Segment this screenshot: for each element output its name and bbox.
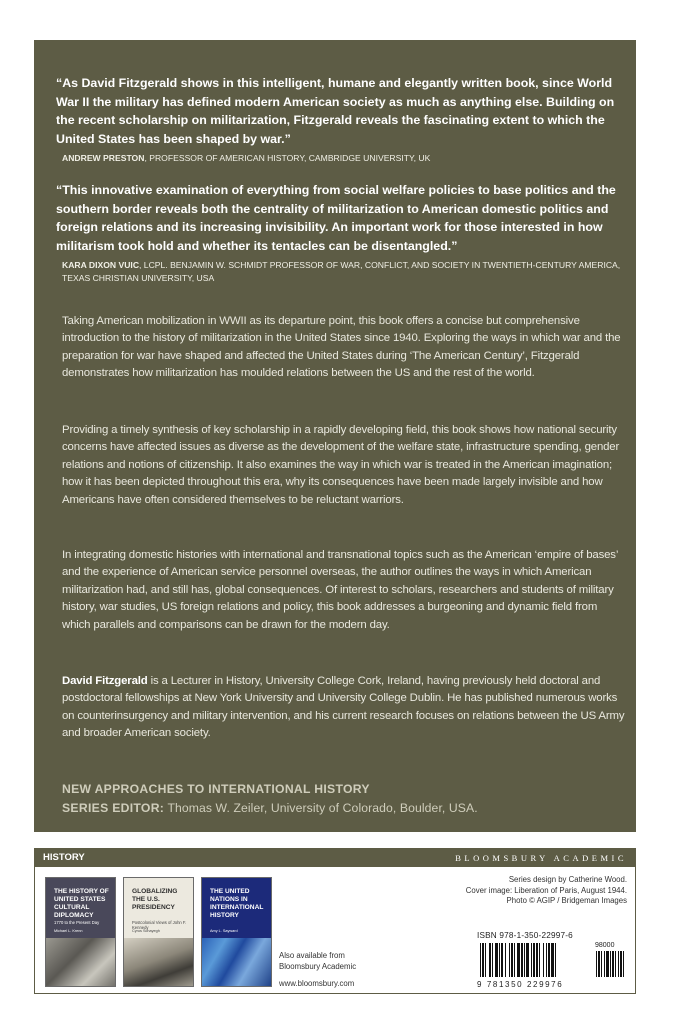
series-title: NEW APPROACHES TO INTERNATIONAL HISTORY xyxy=(62,782,370,796)
quote-1-text: “As David Fitzgerald shows in this intelligent, humane and elegantly written book, since World War II the military has defined modern American society as much as anything else. Building on the recent scholarship on militarization, Fitzgerald reveals the fascinating extent to which the United States has been shaped by war.” xyxy=(56,76,615,146)
description-paragraph-2: Providing a timely synthesis of key scholarship in a rapidly developing field, this book shows how national security concerns have affected issues as diverse as the development of the welfare state, infrastructure spending, gender relations and notions of citizenship. It also examines the way in which war is treated in the American imagination; how it has been depicted throughout this era, why its consequences have been made largely invisible and how Americans have often considered themselves to be reluctant warriors. xyxy=(62,424,620,506)
author-bio xyxy=(62,673,628,743)
author-name: David Fitzgerald xyxy=(62,675,148,687)
category-label: HISTORY xyxy=(43,852,85,863)
book-cover-photo xyxy=(202,938,271,987)
quote-1-author: ANDREW PRESTON xyxy=(62,153,145,163)
series-editor-label: SERIES EDITOR: xyxy=(62,801,165,815)
publisher-website[interactable]: www.bloomsbury.com xyxy=(279,979,355,988)
related-book-2[interactable] xyxy=(123,877,194,987)
related-book-3-author: Amy L. Sayward xyxy=(210,929,238,933)
quote-2-affiliation: , LCPL. BENJAMIN W. SCHMIDT PROFESSOR OF WAR, CONFLICT, AND SOCIETY IN TWENTIETH-CENTURY AMERICA, TEXAS CHRISTIAN UNIVERSITY, USA xyxy=(62,260,621,283)
footer-section xyxy=(34,848,636,994)
book-cover-photo xyxy=(124,938,193,987)
related-book-2-author: Cyrus Schayegh xyxy=(132,929,160,933)
quote-2-text: “This innovative examination of everything from social welfare policies to base politics and the southern border reveals both the centrality of militarization to American domestic politics and foreign relations and its increasing invisibility. An important work for those interested in how militarism took hold and whether its tentacles can be disentangled.” xyxy=(56,183,616,253)
quote-2-attribution xyxy=(62,259,622,285)
also-available-note xyxy=(279,951,356,972)
related-book-2-title: GLOBALIZING THE U.S. PRESIDENCY xyxy=(132,888,178,911)
related-book-1-title: THE HISTORY OF UNITED STATES CULTURAL DIPLOMACY xyxy=(54,888,109,919)
publisher-wordmark: BLOOMSBURY ACADEMIC xyxy=(455,853,627,863)
related-book-1[interactable] xyxy=(45,877,116,987)
isbn-text: ISBN 978-1-350-22997-6 xyxy=(477,931,573,940)
quote-1-affiliation: , PROFESSOR OF AMERICAN HISTORY, CAMBRIDGE UNIVERSITY, UK xyxy=(144,153,431,163)
related-book-1-author: Michael L. Krenn xyxy=(54,929,83,933)
related-book-1-subtitle: 1770 to the Present Day xyxy=(54,920,100,925)
series-editor xyxy=(62,801,478,815)
related-book-3[interactable] xyxy=(201,877,272,987)
author-bio-text: is a Lecturer in History, University College Cork, Ireland, having previously held doctoral and postdoctoral fellowships at New York University and University College Dublin. He has published numerous works on counterinsurgency and military intervention, and his current research focuses on relations between the US Army and broader American society. xyxy=(62,675,625,740)
related-book-2-subtitle: Postcolonial Views of John F. Kennedy xyxy=(132,920,187,930)
footer-bar xyxy=(35,849,635,867)
series-editor-name: Thomas W. Zeiler, University of Colorado, Boulder, USA. xyxy=(164,801,478,815)
description-paragraph-1: Taking American mobilization in WWII as its departure point, this book offers a concise but comprehensive introduction to the history of militarization in the United States since 1940. Exploring the ways in which war and the preparation for war have shaped and affected the United States during ‘The American Century’, Fitzgerald demonstrates how militarization has moulded relations between the US and the rest of the world. xyxy=(62,315,621,380)
barcode-number: 9 781350 229976 xyxy=(477,980,564,989)
related-book-3-title: THE UNITED NATIONS IN INTERNATIONAL HISTORY xyxy=(210,888,264,919)
credit-line-1: Series design by Catherine Wood. xyxy=(508,875,627,884)
description-paragraph-3: In integrating domestic histories with international and transnational topics such as the American ‘empire of bases’ and the experience of American service personnel overseas, the author outlines the ways in which American militarization had, and still has, global consequences. Of interest to scholars, researchers and students of military history, war studies, US foreign relations and policy, this book addresses a burgeoning and dynamic field from which parallels and comparisons can be drawn for the modern day. xyxy=(62,549,618,631)
also-available-line-2: Bloomsbury Academic xyxy=(279,961,357,971)
quote-1-attribution xyxy=(62,152,622,165)
price-code: 98000 xyxy=(595,942,615,949)
quote-2-author: KARA DIXON VUIC xyxy=(62,260,140,270)
credit-line-3: Photo © AGIP / Bridgeman Images xyxy=(506,896,627,905)
back-cover-panel xyxy=(34,40,636,832)
cover-credits xyxy=(466,875,627,907)
credit-line-2: Cover image: Liberation of Paris, August 1944. xyxy=(465,885,627,895)
book-cover-photo xyxy=(46,938,115,987)
also-available-line-1: Also available from xyxy=(279,951,345,960)
